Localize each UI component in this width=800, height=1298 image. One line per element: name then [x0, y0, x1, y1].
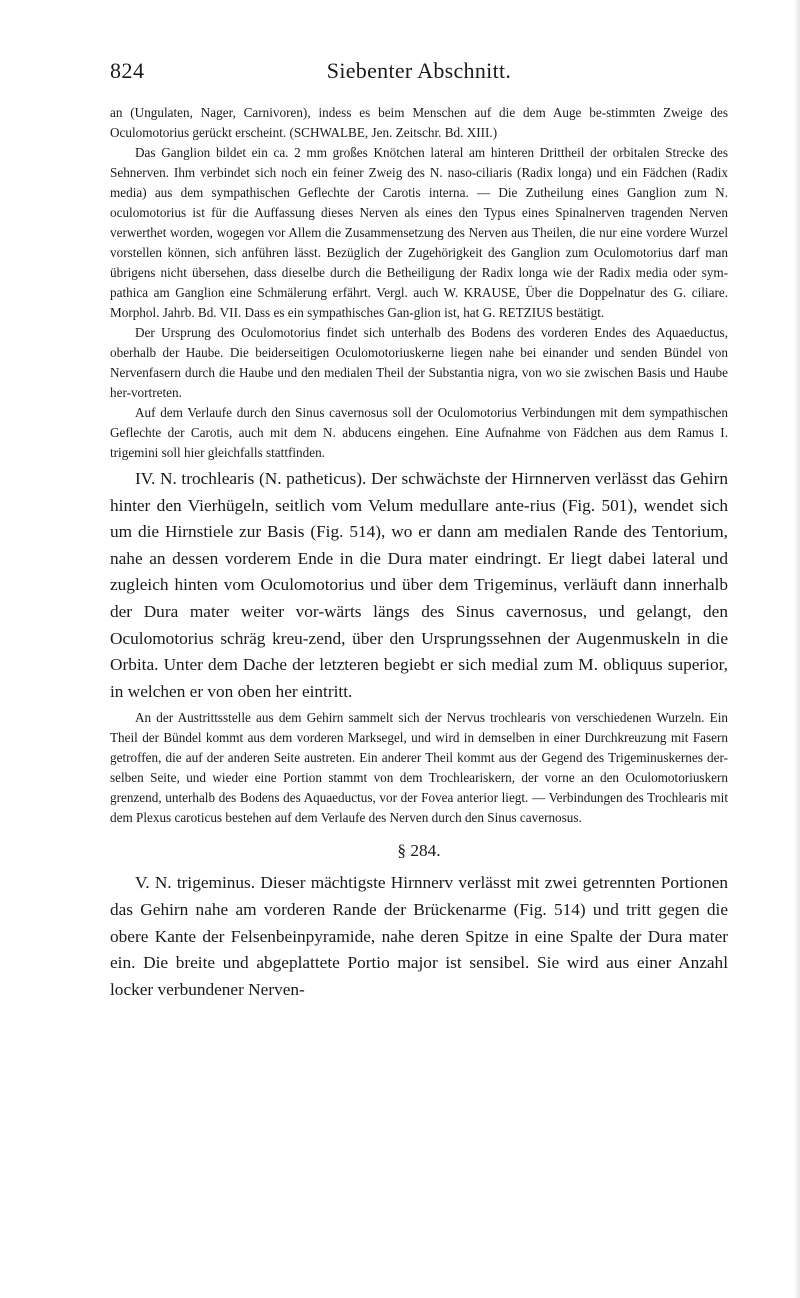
paragraph-2: Das Ganglion bildet ein ca. 2 mm großes Knötchen lateral am hinteren Drittheil der orbitalen Strecke des Sehnerven. Ihm verbindet sich noch ein feiner Zweig des N. naso-ciliaris (Radix longa) und ein Fädchen (Radix media) aus dem sympathischen Geflechte der Carotis interna. — Die Zutheilung eines Ganglion zum N. oculomotorius ist für die Auffassung dieses Nerven als eines den Typus eines Spinalnerven tragenden Nerven verwerthet worden, wogegen vor Allem die Zusammensetzung des Nerven aus Theilen, die nur eine vordere Wurzel vorstellen können, sich anführen lässt. Bezüglich der Zugehörigkeit des Ganglion zum Oculomotorius darf man übrigens nicht übersehen, dass dieselbe durch die Betheiligung der Radix longa wie der Radix media oder sym-pathica am Ganglion eine Schmälerung erfährt. Vergl. auch W. KRAUSE, Über die Doppelnatur des G. ciliare. Morphol. Jahrb. Bd. VII. Dass es ein sympathisches Gan-glion ist, hat G. RETZIUS bestätigt.	[110, 145, 728, 320]
running-title: Siebenter Abschnitt.	[326, 58, 512, 83]
paragraph-trochlearis: IV. N. trochlearis (N. patheticus). Der schwächste der Hirnnerven verlässt das Gehirn hinter den Vierhügeln, seitlich vom Velum medullare ante-rius (Fig. 501), wendet sich um die Hirnstiele zur Basis (Fig. 514), wo er dann am medialen Rande des Tentorium, nahe an dessen vorderem Ende in die Dura mater eindringt. Er liegt dabei lateral und zugleich hinten vom Oculomotorius und über dem Trigeminus, verläuft dann innerhalb der Dura mater weiter vor-wärts längs des Sinus cavernosus, und gelangt, den Oculomotorius schräg kreu-zend, über den Ursprungssehnen der Augenmuskeln in die Orbita. Unter dem Dache der letzteren begiebt er sich medial zum M. obliquus superior, in welchen er von oben her eintritt.	[110, 469, 728, 701]
section-heading: § 284.	[397, 841, 441, 861]
paragraph-3: Der Ursprung des Oculomotorius findet sich unterhalb des Bodens des vorderen Endes des Aquaeductus, oberhalb der Haube. Die beiderseitigen Oculomotoriuskerne liegen nahe bei einander und senden Bündel von Nervenfasern durch die Haube und den medialen Theil der Substantia nigra, von wo sie zwischen Basis und Haube her-vortreten.	[110, 325, 728, 400]
body-text	[110, 103, 728, 1003]
page-header	[110, 58, 728, 88]
paragraph-trigeminus: V. N. trigeminus. Dieser mächtigste Hirnnerv verlässt mit zwei getrennten Portionen das Gehirn nahe am vorderen Rande der Brückenarme (Fig. 514) und tritt gegen die obere Kante der Felsenbeinpyramide, nahe deren Spitze in eine Spalte der Dura mater ein. Die breite und abgeplattete Portio major ist sensibel. Sie wird aus einer Anzahl locker verbundener Nerven-	[110, 873, 728, 999]
page-edge-shadow	[794, 0, 800, 1298]
paragraph-1: an (Ungulaten, Nager, Carnivoren), indess es beim Menschen auf die dem Auge be-stimmten Zweige des Oculomotorius gerückt erscheint. (SCHWALBE, Jen. Zeitschr. Bd. XIII.)	[110, 105, 728, 140]
paragraph-4: Auf dem Verlaufe durch den Sinus cavernosus soll der Oculomotorius Verbindungen mit dem sympathischen Geflechte der Carotis, auch mit dem N. abducens eingehen. Eine Aufnahme von Fädchen aus dem Ramus I. trigemini soll hier gleichfalls stattfinden.	[110, 405, 728, 460]
paragraph-trochlearis-note: An der Austrittsstelle aus dem Gehirn sammelt sich der Nervus trochlearis von verschiedenen Wurzeln. Ein Theil der Bündel kommt aus dem vorderen Marksegel, und wird in demselben in einer Durchkreuzung mit Fasern getroffen, die auf der anderen Seite austreten. Ein anderer Theil kommt aus der Gegend des Trigeminuskernes der-selben Seite, und wieder eine Portion stammt von dem Trochleariskern, der vorne an den Oculomotoriuskern grenzend, unterhalb des Bodens des Aquaeductus, vor der Fovea anterior liegt. — Verbindungen des Trochlearis mit dem Plexus caroticus bestehen auf dem Verlaufe des Nerven durch den Sinus cavernosus.	[110, 710, 728, 826]
page-number: 824	[110, 58, 145, 83]
